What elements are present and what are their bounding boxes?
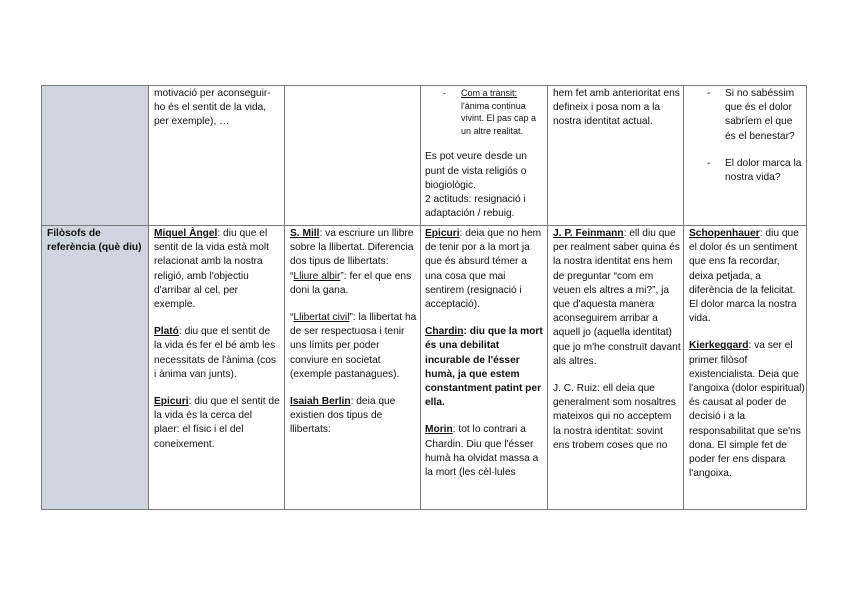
philosopher-entry: J. C. Ruiz: ell deia que generalment som nosaltres mateixos qui no acceptem la nostra identitat: sovint ens trobem coses que no <box>553 383 676 451</box>
table-border <box>148 85 149 510</box>
philosopher-entry <box>689 339 805 481</box>
philosopher-entry <box>425 325 543 410</box>
bullet-dash: - <box>707 157 711 169</box>
cell-text: hem fet amb anterioritat ens defineix i posa nom a la nostra identitat actual. <box>553 88 680 128</box>
row2-cell-2 <box>290 227 418 438</box>
row1-cell-5 <box>689 87 805 185</box>
philosopher-text: : va ser el primer filòsof existencialista. Deia que l'angoixa (dolor espiritual) és causat al poder de decisió i a la responsabilitat que se'ns dona. El simple fet de poder fer ens dispara l'angoixa. <box>689 340 805 480</box>
philosopher-entry <box>425 227 543 312</box>
philosopher-name: Schopenhauer <box>689 228 760 239</box>
philosopher-text: : ell diu que per realment saber quina és la nostra identitat ens hem de preguntar “com em veuen els altres a mi?”, ja que d'aquesta manera aconseguirem arribar a aquell jo (aquella identitat) que jo m'he construït davant als altres. <box>553 228 681 367</box>
table-border <box>683 85 684 510</box>
row1-cell-1 <box>154 87 278 130</box>
cell-text: 2 actituds: resignació i adaptación / rebuig. <box>425 193 526 220</box>
cell-text: motivació per aconseguir-ho és el sentit de la vida, per exemple), … <box>154 88 271 128</box>
philosopher-entry <box>154 325 280 382</box>
philosopher-entry <box>553 227 681 369</box>
philosopher-name: S. Mill <box>290 228 320 239</box>
philosopher-entry <box>154 395 280 452</box>
row2-cell-3 <box>425 227 543 480</box>
philosopher-text: : diu que el sentit de la vida és la cerca del plaer: el físic i el del coneixement. <box>154 396 280 450</box>
table-border <box>547 85 548 510</box>
philosopher-text: : diu que el sentit de la vida és fer el bé amb les necessitats de l'ànima (cos i ànima van junts). <box>154 326 276 380</box>
row-header-bg <box>42 226 148 509</box>
philosopher-text: : deia que no hem de tenir por a la mort ja que és absurd témer a una cosa que mai sentirem (resignació i acceptació). <box>425 228 542 311</box>
definition-text: ”: fer el que ens doni la gana. <box>290 270 412 296</box>
row-header-bg <box>42 86 148 225</box>
philosopher-name: J. P. Feinmann <box>553 228 624 239</box>
philosopher-name: Isaiah Berlin <box>290 396 351 408</box>
philosopher-text: : diu que la mort és una debilitat incurable de l'ésser humà, ja que estem constantment patint per ella. <box>425 326 543 409</box>
cell-text: Es pot veure desde un punt de vista religiós o biogiològic. <box>425 151 527 191</box>
bullet-dash: - <box>707 88 711 99</box>
philosopher-text: : tot lo contrari a Chardin. Diu que l'ésser humà ha olvidat massa a la mort (les cèl·lules <box>425 424 539 479</box>
row2-cell-1 <box>154 227 280 452</box>
table-border <box>41 509 807 510</box>
bullet-item <box>689 87 805 144</box>
philosopher-entry <box>425 423 543 480</box>
definition-text: ”: la llibertat ha de ser respectuosa i tenir uns límits per poder conviure en societat (exemple pastanagues). <box>290 312 417 380</box>
quote-mark: “ <box>290 312 294 324</box>
philosopher-name: Kierkeggard <box>689 340 749 352</box>
table-border <box>41 85 807 86</box>
philosopher-entry <box>689 227 805 326</box>
philosopher-entry <box>290 227 418 270</box>
bullet-body: l'ànima continua vivint. El pas cap a un altre realitat. <box>461 100 537 136</box>
term: Llibertat civil <box>293 312 350 324</box>
bullet-title: Com a trànsit: <box>461 88 518 98</box>
table-border <box>41 225 807 226</box>
row-header-text: Filòsofs de referència (què diu) <box>47 228 142 254</box>
philosopher-text: : diu que el dolor és un sentiment que ens fa recordar, deixa petjada, a diferència de la felicitat. El dolor marca la nostra vida. <box>689 228 799 325</box>
philosopher-entry <box>290 395 418 438</box>
bullet-text <box>461 87 543 137</box>
definition-entry <box>290 311 418 382</box>
philosopher-name: Epicuri <box>154 396 189 408</box>
philosopher-name: Morin <box>425 424 453 436</box>
philosopher-entry <box>154 227 280 312</box>
philosopher-name: Plató <box>154 326 179 338</box>
bullet-item <box>425 87 543 137</box>
philosopher-name: Epicuri <box>425 228 460 239</box>
bullet-text: Si no sabéssim que és el dolor sabríem el que és el benestar? <box>725 88 795 142</box>
quote-mark: “ <box>290 270 294 282</box>
bullet-item <box>689 157 805 185</box>
row1-cell-3 <box>425 87 543 221</box>
bullet-dash: - <box>443 88 446 98</box>
table-border <box>420 85 421 510</box>
row1-cell-4 <box>553 87 681 130</box>
row2-cell-5 <box>689 227 805 481</box>
philosopher-name: Miquel Àngel <box>154 228 218 239</box>
table-border <box>284 85 285 510</box>
philosopher-text: : va escriure un llibre sobre la llibertat. Diferencia dos tipus de llibertats: <box>290 228 414 268</box>
row2-header <box>47 227 143 255</box>
table-border <box>806 85 807 510</box>
row2-cell-4 <box>553 227 681 453</box>
philosopher-name: Chardin <box>425 326 464 338</box>
philosopher-text: : deia que existien dos tipus de llibertats: <box>290 396 396 436</box>
table-border <box>41 85 42 510</box>
definition-entry <box>290 270 418 298</box>
bullet-text: El dolor marca la nostra vida? <box>725 157 802 184</box>
philosopher-text: : diu que el sentit de la vida està molt relacionat amb la nostra religió, amb l'objectiu d'arribar al cel, per exemple. <box>154 228 269 311</box>
term: Lliure albir <box>293 270 341 282</box>
